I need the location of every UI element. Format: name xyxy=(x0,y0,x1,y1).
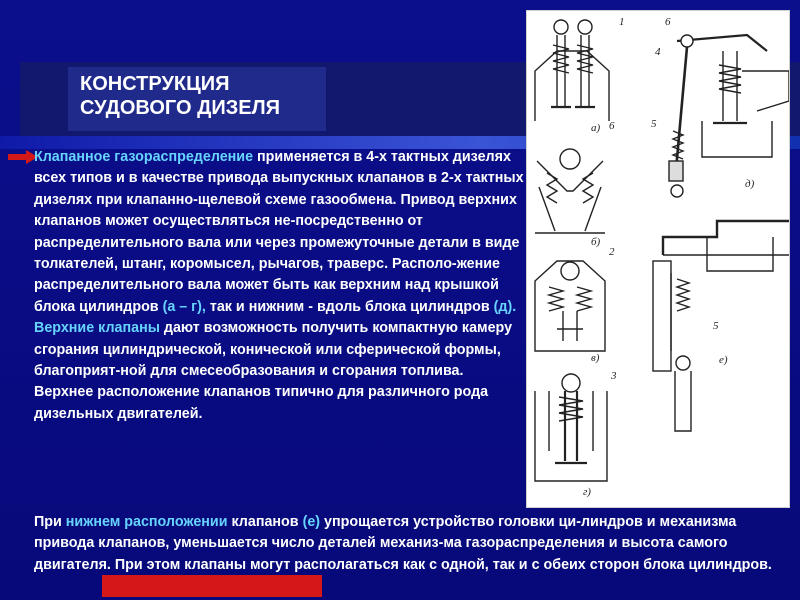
label-e: е) xyxy=(719,354,728,366)
label-1: 1 xyxy=(619,16,625,28)
paragraph-1-text-2: так и нижним - вдоль блока цилиндров xyxy=(205,298,494,315)
paragraph-2 xyxy=(34,512,794,576)
label-d: д) xyxy=(745,178,755,190)
label-a: а) xyxy=(591,122,601,134)
ref-a-g: (а – г), xyxy=(162,298,206,315)
title-line-2: СУДОВОГО ДИЗЕЛЯ xyxy=(80,97,280,119)
valve-gear-drawing xyxy=(527,11,789,507)
cylinder-head-a xyxy=(535,51,609,121)
paragraph-1-text-3: дают возможность получить компактную камеру сгорания цилиндрической, конической или сферической формы, благоприят-ной для смесеобразования и сгорания топлива. Верхнее расположение клапанов типично для различного рода дизельных двигателей. xyxy=(34,320,513,422)
ref-e: (е) xyxy=(302,514,321,530)
paragraph-2-text-2: клапанов xyxy=(227,514,303,530)
paragraph-2-text: При xyxy=(34,514,66,530)
ref-d-upper-valves: (д). Верхние клапаны xyxy=(34,298,517,337)
valve-gear-figure xyxy=(526,10,790,508)
title-line-1: КОНСТРУКЦИЯ xyxy=(80,73,230,95)
label-3: 3 xyxy=(611,370,617,382)
paragraph-1 xyxy=(34,147,526,425)
title-box xyxy=(68,67,326,131)
label-b: б) xyxy=(591,236,601,248)
red-highlight-marker xyxy=(102,575,322,597)
label-g: г) xyxy=(583,486,591,498)
paragraph-2-text-3: упрощается устройство головки ци-линдров и механизма привода клапанов, уменьшается число деталей механиз-ма газораспределения и высота самого двигателя. При этом клапаны могут рас xyxy=(34,514,737,573)
label-4: 4 xyxy=(655,46,661,58)
label-6b: 6 xyxy=(609,120,615,132)
paragraph-2-text-4: обеих сторон блока цилиндров. xyxy=(539,556,772,573)
paragraph-2-highlighted: полагаться как с одной, так и с xyxy=(318,556,540,573)
term-valve-distribution: Клапанное газораспределение xyxy=(34,149,254,165)
label-v: в) xyxy=(591,352,600,364)
label-6a: 6 xyxy=(665,16,671,28)
label-2: 2 xyxy=(609,246,615,258)
label-5b: 5 xyxy=(713,320,719,332)
paragraph-1-text: применяется в 4-х тактных дизелях всех типов и в качестве привода выпускных клапанов в 2-х тактных дизелях при клапанно-щелевой схеме газообмена. Привод верхних клапанов может осуществляться не-посредственно от распределительного вала или через промежуточные детали в виде толкателей, штанг, коромысел, рычагов, траверс. Располо-жение распределительного вала может быть как верхним над крышкой блока цилиндров xyxy=(34,149,524,315)
term-lower-arrangement: нижнем расположении xyxy=(65,514,228,530)
label-5a: 5 xyxy=(651,118,657,130)
